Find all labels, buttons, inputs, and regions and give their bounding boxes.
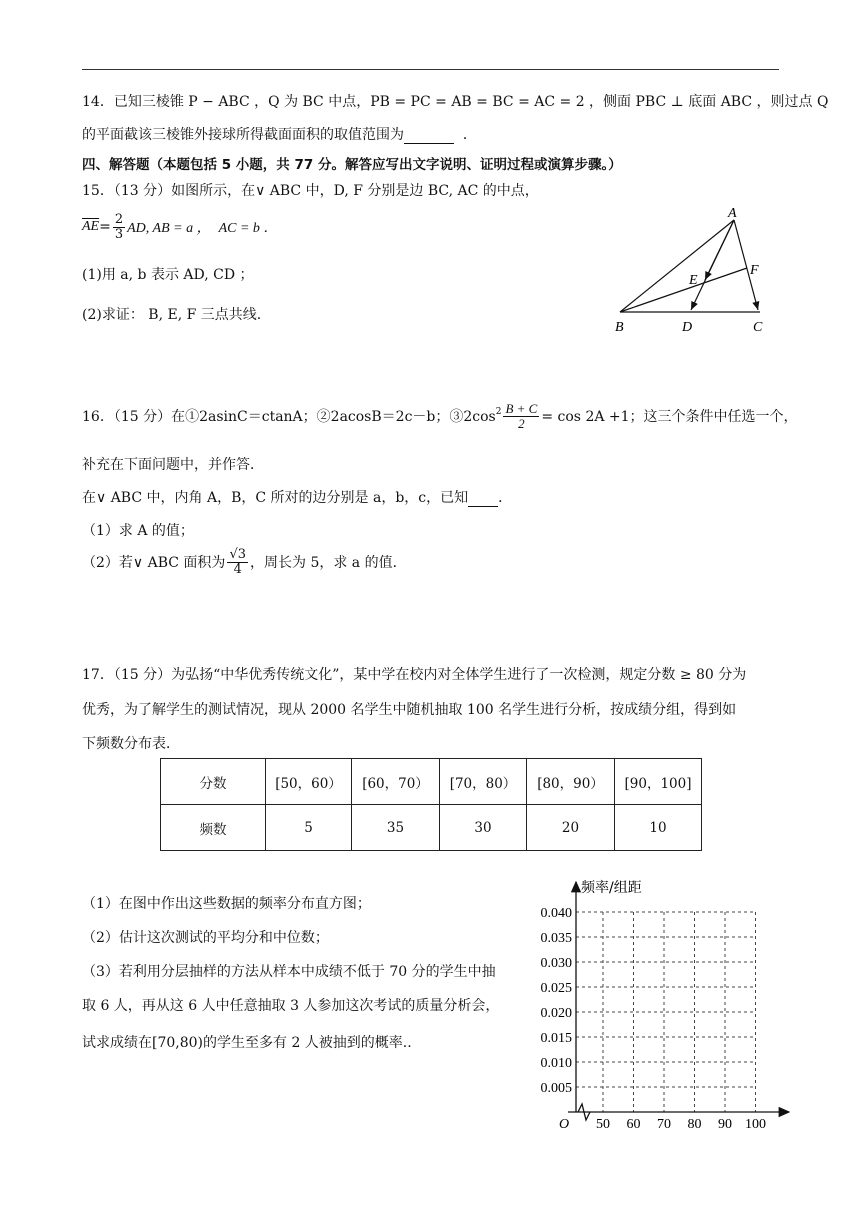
q16-line3-text: 在∨ ABC 中，内角 A，B，C 所对的边分别是 a，b，c，已知 (82, 490, 469, 506)
q16-prefix: 16．（15 分）在①2asinC＝ctanA；②2acosB＝2c－b；③2cos (82, 409, 496, 426)
eq-ac: AC = b ． (218, 221, 278, 237)
y-tick-label: 0.020 (540, 1006, 572, 1021)
label-e: E (689, 273, 698, 288)
side-ab (620, 220, 734, 312)
table-row (161, 805, 702, 851)
q14-line1: 14．已知三棱锥 P − ABC ，Q 为 BC 中点，PB = PC = AB = BC = AC = 2 ，侧面 PBC ⊥ 底面 ABC ，则过点 Q (82, 94, 829, 110)
q16-line2: 补充在下面问题中，并作答． (82, 457, 264, 473)
origin-label: O (559, 1117, 570, 1132)
table-cell: 5 (266, 805, 352, 851)
table-header-cell: 分数 (161, 759, 266, 805)
y-axis-label: 频率/组距 (581, 880, 642, 896)
q17-part2: （2）估计这次测试的平均分和中位数； (82, 930, 329, 946)
q16-line1 (82, 402, 798, 430)
label-c: C (753, 320, 763, 335)
table-cell: [60，70） (352, 759, 440, 805)
label-b: B (615, 320, 624, 335)
eq-sign: = (99, 219, 111, 236)
table-cell: 35 (352, 805, 440, 851)
y-tick-label: 0.010 (540, 1056, 572, 1071)
y-tick-label: 0.040 (540, 906, 572, 921)
frequency-table (160, 758, 702, 851)
y-tick-label: 0.015 (540, 1031, 572, 1046)
label-d: D (682, 320, 693, 335)
answer-blank (468, 490, 498, 507)
y-tick-label: 0.025 (540, 981, 572, 996)
q16-frac-den: 2 (518, 415, 525, 431)
table-cell: [50，60） (266, 759, 352, 805)
q16-line3 (82, 487, 512, 507)
answer-blank (404, 127, 454, 144)
q15-part2: (2)求证： B, E, F 三点共线． (82, 307, 271, 323)
q17-part3-line3: 试求成绩在[70,80)的学生至多有 2 人被抽到的概率.. (82, 1035, 412, 1051)
eq-rest: AD, AB = a ， (127, 221, 211, 237)
histogram-grid (525, 872, 805, 1134)
q16-part1: （1）求 A 的值； (82, 523, 194, 539)
y-tick-label: 0.030 (540, 956, 572, 971)
q16-sup: 2 (495, 407, 502, 418)
q17-line1: 17．（15 分）为弘扬“中华优秀传统文化”，某中学在校内对全体学生进行了一次检测，规定分数 ≥ 80 分为 (82, 667, 747, 683)
q17-part3-line2: 取 6 人，再从这 6 人中任意抽取 3 人参加这次考试的质量分析会， (82, 998, 500, 1014)
table-cell: [80，90） (527, 759, 615, 805)
q15-part1: (1)用 a, b 表示 AD, CD ； (82, 267, 254, 283)
table-cell: 10 (615, 805, 702, 851)
y-tick-labels (541, 906, 573, 1096)
y-tick-label: 0.035 (540, 931, 572, 946)
q16-suffix: = cos 2A +1；这三个条件中任选一个， (541, 409, 798, 426)
segment-bf (620, 268, 747, 312)
y-tick-label: 0.005 (540, 1081, 572, 1096)
vector-ae: $\overline{AE}$ (82, 219, 100, 235)
x-tick-labels (596, 1117, 766, 1132)
grid-lines (576, 912, 756, 1112)
table-cell: [90，100] (615, 759, 702, 805)
section-heading: 四、解答题（本题包括 5 小题，共 77 分。解答应写出文字说明、证明过程或演算步骤。） (82, 157, 622, 173)
q16-area-den: 4 (233, 561, 242, 577)
q14-line2-end: ． (462, 127, 477, 143)
q16-fraction (503, 402, 539, 430)
table-row (161, 759, 702, 805)
frac-num: 2 (114, 212, 124, 227)
table-cell: 30 (440, 805, 527, 851)
q14-line2 (82, 124, 477, 144)
q16-frac-num: B + C (505, 401, 538, 416)
q17-part1: （1）在图中作出这些数据的频率分布直方图； (82, 896, 371, 912)
triangle-figure (600, 200, 790, 340)
x-tick-label: 60 (626, 1117, 641, 1132)
vector-ae (705, 220, 734, 280)
q16-part2-b: ，周长为 5，求 a 的值． (250, 555, 407, 572)
q17-line2: 优秀，为了解学生的测试情况，现从 2000 名学生中随机抽取 100 名学生进行分析，按成绩分组，得到如 (82, 702, 737, 718)
q16-line3-end: ． (498, 490, 513, 506)
q16-area-fraction (227, 548, 248, 576)
x-tick-label: 100 (745, 1117, 766, 1132)
q15-line1: 15．（13 分）如图所示，在∨ ABC 中，D, F 分别是边 BC, AC 的中点， (82, 183, 539, 199)
q14-line2-text: 的平面截该三棱锥外接球所得截面面积的取值范围为 (82, 127, 404, 143)
fraction-two-thirds (113, 213, 125, 241)
q17-part3-line1: （3）若利用分层抽样的方法从样本中成绩不低于 70 分的学生中抽 (82, 964, 496, 980)
q16-part2-a: （2）若∨ ABC 面积为 (82, 555, 226, 572)
x-tick-label: 90 (718, 1117, 732, 1132)
q17-line3: 下频数分布表． (82, 736, 180, 752)
x-tick-label: 80 (687, 1117, 702, 1132)
frac-den: 3 (114, 226, 124, 242)
table-header-cell: 频数 (161, 805, 266, 851)
x-tick-label: 70 (657, 1117, 671, 1132)
x-tick-label: 50 (596, 1117, 610, 1132)
q16-part2 (82, 548, 407, 576)
table-cell: [70，80） (440, 759, 527, 805)
q16-area-num: √3 (229, 547, 246, 562)
header-rule (82, 69, 779, 70)
label-f: F (750, 263, 759, 278)
table-cell: 20 (527, 805, 615, 851)
label-a: A (728, 206, 737, 221)
q15-vector-eq (82, 213, 277, 241)
